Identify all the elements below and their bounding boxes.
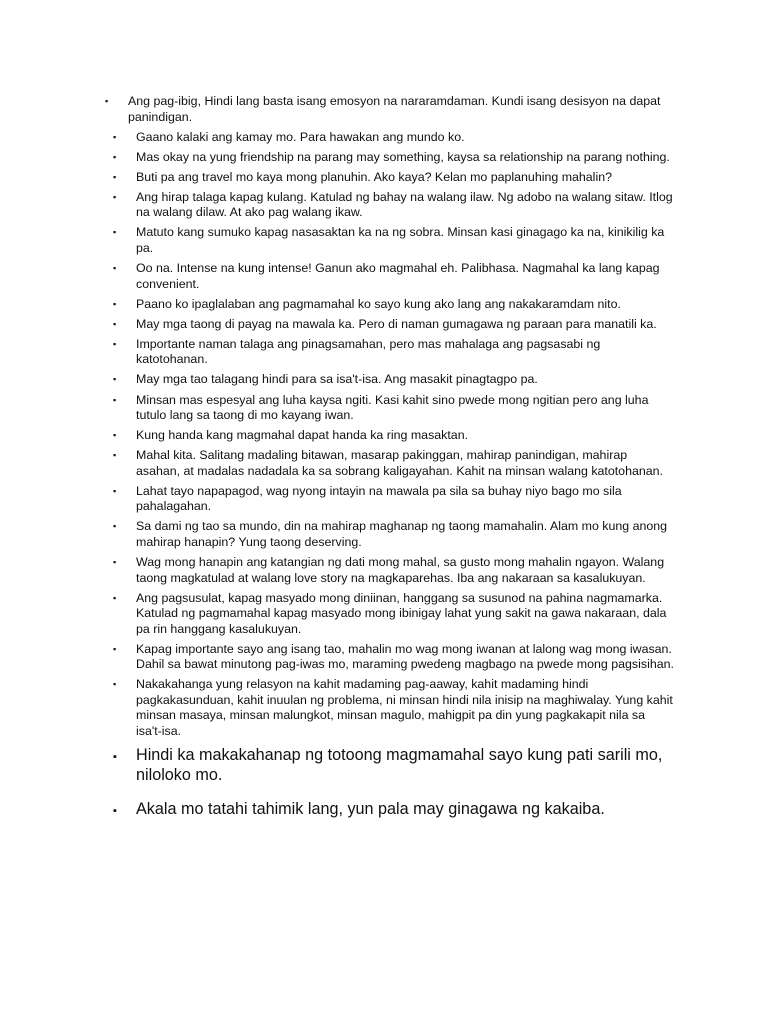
bullet-icon: ▪ — [113, 338, 117, 349]
quote-text: Ang hirap talaga kapag kulang. Katulad ng bahay na walang ilaw. Ng adobo na walang sitaw. Itlog na walang dilaw. At ako pag walang ikaw. — [136, 189, 673, 220]
quote-item — [0, 337, 768, 368]
bullet-icon: ▪ — [113, 679, 117, 690]
quote-text: Lahat tayo napapagod, wag nyong intayin na mawala pa sila sa buhay niyo bago mo sila pahalagahan. — [136, 483, 622, 514]
quote-text: Kung handa kang magmahal dapat handa ka ring masaktan. — [136, 428, 469, 443]
quote-text: Mas okay na yung friendship na parang may something, kaysa sa relationship na parang nothing. — [136, 149, 670, 164]
bullet-icon: ▪ — [113, 485, 117, 496]
quote-item — [0, 428, 768, 444]
quote-item — [0, 261, 768, 292]
bullet-icon: ▪ — [113, 521, 117, 532]
bullet-icon: ▪ — [113, 592, 117, 603]
quote-item — [0, 642, 768, 673]
quote-item — [0, 130, 768, 146]
quote-text: Sa dami ng tao sa mundo, din na mahirap maghanap ng taong mamahalin. Alam mo kung anong mahirap hanapin? Yung taong deserving. — [136, 519, 668, 549]
bullet-icon: ▪ — [113, 374, 117, 385]
bullet-icon: ▪ — [113, 171, 117, 182]
quote-text: Gaano kalaki ang kamay mo. Para hawakan ang mundo ko. — [136, 129, 465, 144]
quote-text: Ang pagsusulat, kapag masyado mong diniinan, hanggang sa susunod na pahina nagmamarka. Katulad ng pagmamahal kapag masyado mong ibinigay lahat yung sakit na gawa nakaraan, dala pa rin hanggang kasalukuyan. — [136, 590, 667, 636]
quote-item — [0, 372, 768, 388]
quote-text: Ang pag-ibig, Hindi lang basta isang emosyon na nararamdaman. Kundi isang desisyon na dapat panindigan. — [128, 94, 661, 124]
quote-item — [0, 519, 768, 550]
quote-text: May mga taong di payag na mawala ka. Pero di naman gumagawa ng paraan para manatili ka. — [136, 316, 657, 331]
quote-item — [0, 393, 768, 424]
quote-text: Buti pa ang travel mo kaya mong planuhin. Ako kaya? Kelan mo paplanuhing mahalin? — [136, 169, 612, 184]
quote-text: Kapag importante sayo ang isang tao, mahalin mo wag mong iwanan at lalong wag mong iwasan. Dahil sa bawat minutong pag-iwas mo, maraming pwedeng magbago na pwede mong pagsisihan. — [136, 641, 674, 672]
quote-text: Akala mo tatahi tahimik lang, yun pala may ginagawa ng kakaiba. — [136, 800, 605, 819]
quote-text: Wag mong hanapin ang katangian ng dati mong mahal, sa gusto mong mahalin ngayon. Walang taong magkatulad at walang love story na magkaparehas. Iba ang nakaraan sa kasalukuyan. — [136, 555, 665, 585]
quote-text: Paano ko ipaglalaban ang pagmamahal ko sayo kung ako lang ang nakakaramdam nito. — [136, 296, 621, 311]
quote-list — [0, 94, 768, 833]
quote-item — [0, 297, 768, 313]
quote-item — [0, 94, 768, 125]
quote-item — [0, 799, 768, 819]
quote-text: Nakakahanga yung relasyon na kahit madaming pag-aaway, kahit madaming hindi pagkakasunduan, kahit inuulan ng problema, ni minsan hindi nila inisip na maghiwalay. Yung kahit minsan masaya, minsan malungkot, minsan magulo, mahigpit pa din yung pagkakapit nila sa isa't-isa. — [136, 677, 673, 738]
bullet-icon: ▪ — [113, 263, 117, 274]
quote-item — [0, 150, 768, 166]
quote-text: Matuto kang sumuko kapag nasasaktan ka na ng sobra. Minsan kasi ginagago ka na, kinikilig ka pa. — [136, 225, 665, 255]
quote-item — [0, 448, 768, 479]
quote-item — [0, 591, 768, 638]
quote-item — [0, 225, 768, 256]
quote-text: May mga tao talagang hindi para sa isa't-isa. Ang masakit pinagtagpo pa. — [136, 372, 538, 387]
bullet-icon: ▪ — [113, 191, 117, 202]
bullet-icon: ▪ — [113, 394, 117, 405]
quote-item — [0, 170, 768, 186]
quote-text: Importante naman talaga ang pinagsamahan, pero mas mahalaga ang pagsasabi ng katotohanan. — [136, 336, 601, 367]
quote-item — [0, 745, 768, 785]
quote-text: Mahal kita. Salitang madaling bitawan, masarap pakinggan, mahirap panindigan, mahirap asahan, at madalas nadadala ka sa sobrang kaligayahan. Kahit na minsan walang katotohanan. — [136, 448, 663, 478]
quote-text: Oo na. Intense na kung intense! Ganun ako magmahal eh. Palibhasa. Nagmahal ka lang kapag convenient. — [136, 261, 660, 291]
bullet-icon: ▪ — [113, 298, 117, 309]
bullet-icon: ▪ — [113, 751, 117, 764]
bullet-icon: ▪ — [113, 131, 117, 142]
bullet-icon: ▪ — [113, 805, 117, 818]
quote-text: Hindi ka makakahanap ng totoong magmamahal sayo kung pati sarili mo, niloloko mo. — [136, 746, 663, 785]
bullet-icon: ▪ — [113, 557, 117, 567]
quote-item — [0, 190, 768, 221]
bullet-icon: ▪ — [113, 450, 117, 461]
quote-item — [0, 484, 768, 515]
quote-item — [0, 317, 768, 333]
bullet-icon: ▪ — [113, 227, 117, 238]
bullet-icon: ▪ — [113, 318, 117, 329]
bullet-icon: ▪ — [113, 643, 117, 654]
bullet-icon: ▪ — [113, 430, 117, 441]
bullet-icon: ▪ — [113, 151, 117, 162]
quote-text: Minsan mas espesyal ang luha kaysa ngiti. Kasi kahit sino pwede mong ngitian pero ang luha tutulo lang sa taong di mo kayang iwan. — [136, 392, 649, 423]
quote-item — [0, 677, 768, 739]
bullet-icon: ▪ — [105, 96, 109, 106]
quote-item — [0, 555, 768, 586]
